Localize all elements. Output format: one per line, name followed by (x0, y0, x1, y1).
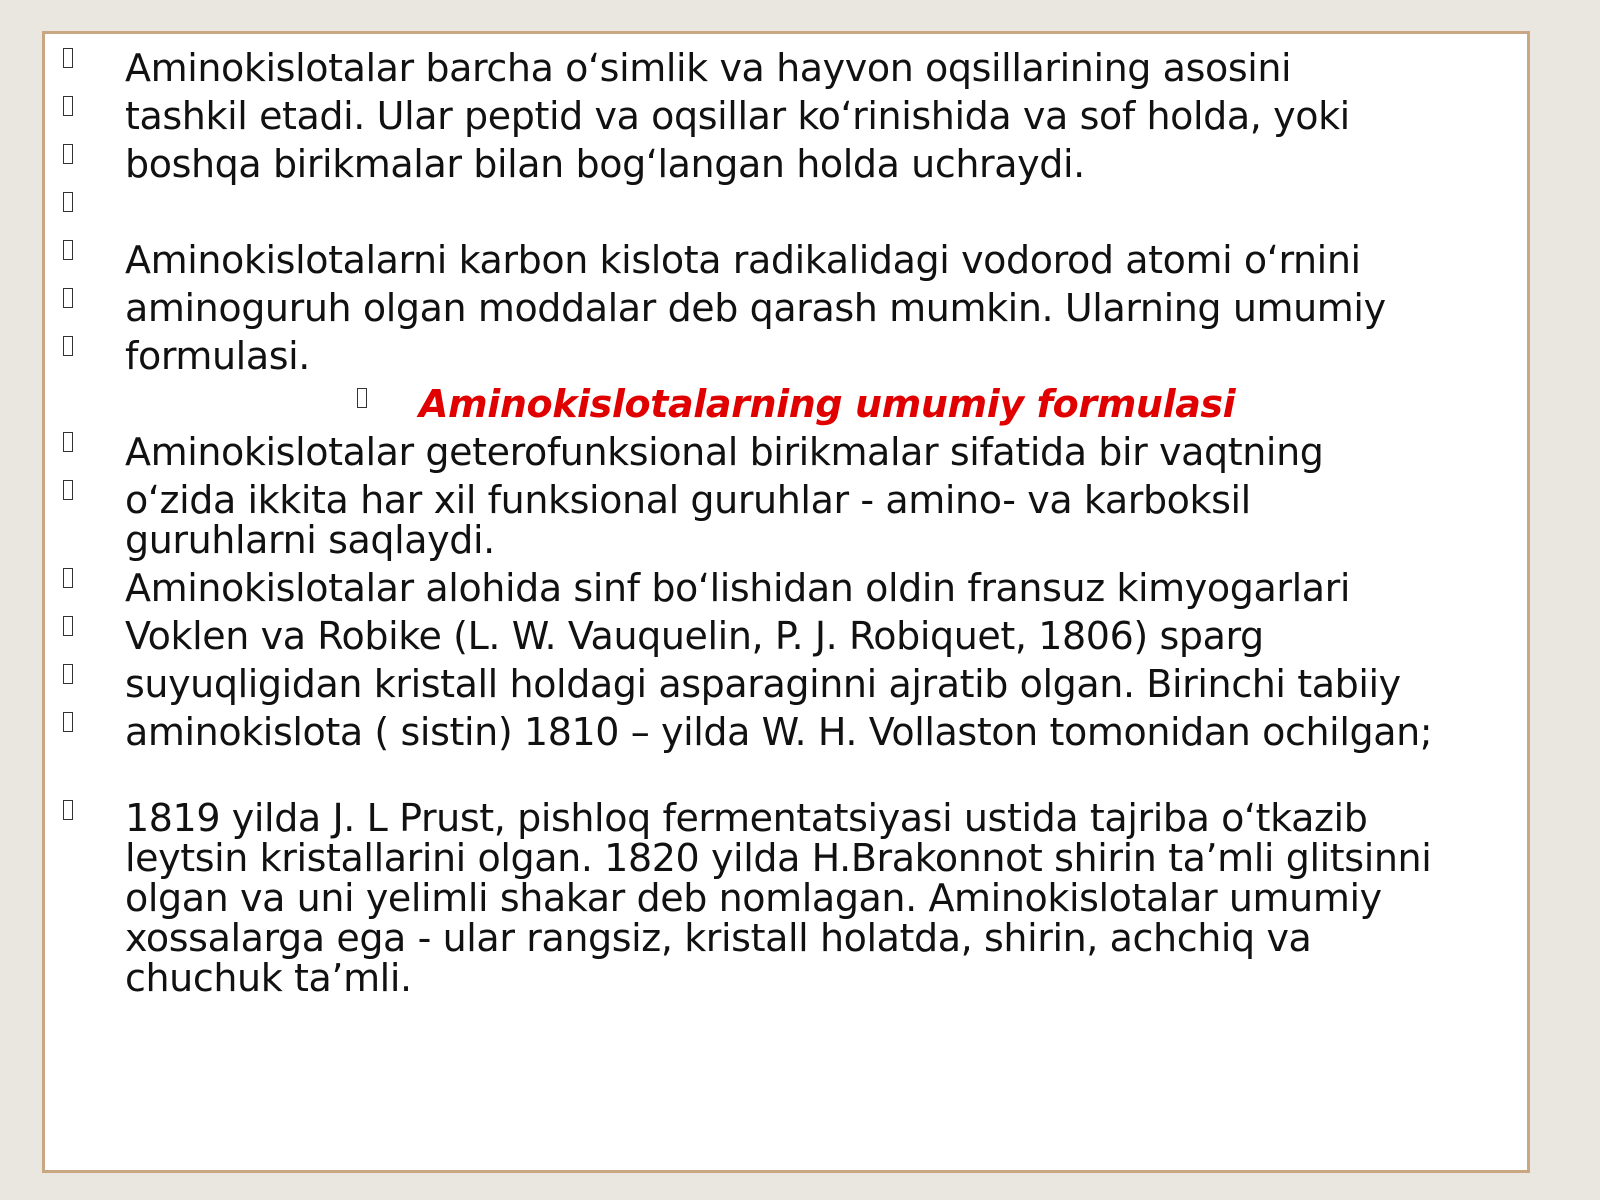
text-line: Voklen va Robike (L. W. Vauquelin, P. J. Robiquet, 1806) sparg (45, 614, 1533, 662)
text-line: guruhlarni saqlaydi. (125, 518, 495, 562)
text-line: formulasi. (45, 334, 1533, 382)
bullet-icon (63, 48, 73, 68)
text-line: Aminokislotalarni karbon kislota radikalidagi vodorod atomi o‘rnini (45, 238, 1533, 286)
text-line-empty (45, 190, 1533, 238)
text-line: Aminokislotalar alohida sinf bo‘lishidan oldin fransuz kimyogarlari (45, 566, 1533, 614)
text-line: tashkil etadi. Ular peptid va oqsillar ko‘rinishida va sof holda, yoki (45, 94, 1533, 142)
bullet-icon (63, 616, 73, 636)
text-line: aminokislota ( sistin) 1810 – yilda W. H. Vollaston tomonidan ochilgan; (45, 710, 1533, 758)
bullet-icon (63, 96, 73, 116)
text-line: leytsin kristallarini olgan. 1820 yilda H.Brakonnot shirin ta’mli glitsinni (125, 836, 1432, 880)
text-line: xossalarga ega - ular rangsiz, kristall holatda, shirin, achchiq va (125, 916, 1312, 960)
text-line: boshqa birikmalar bilan bog‘langan holda uchraydi. (45, 142, 1533, 190)
text-line: 1819 yilda J. L Prust, pishloq fermentatsiyasi ustida tajriba o‘tkazib (45, 798, 1533, 846)
text-line: Aminokislotalar geterofunksional birikmalar sifatida bir vaqtning (45, 430, 1533, 478)
text-line: olgan va uni yelimli shakar deb nomlagan. Aminokislotalar umumiy (125, 876, 1382, 920)
slide (42, 31, 1530, 1173)
text-line: chuchuk ta’mli. (125, 956, 412, 1000)
text-line: suyuqligidan kristall holdagi asparaginni ajratib olgan. Birinchi tabiiy (45, 662, 1533, 710)
bullet-icon (357, 388, 367, 408)
text-line: aminoguruh olgan moddalar deb qarash mumkin. Ularning umumiy (45, 286, 1533, 334)
bullet-icon (63, 240, 73, 260)
bullet-icon (63, 336, 73, 356)
text-line: o‘zida ikkita har xil funksional guruhlar - amino- va karboksil (45, 478, 1533, 526)
bullet-icon (63, 568, 73, 588)
bullet-icon (63, 432, 73, 452)
bullet-icon (63, 480, 73, 500)
bullet-icon (63, 712, 73, 732)
bullet-icon (63, 144, 73, 164)
bullet-icon (63, 288, 73, 308)
bullet-icon (63, 192, 73, 212)
formula-heading: Aminokislotalarning umumiy formulasi (45, 382, 1533, 430)
text-line: Aminokislotalar barcha o‘simlik va hayvon oqsillarining asosini (45, 46, 1533, 94)
bullet-icon (63, 664, 73, 684)
bullet-icon (63, 800, 73, 820)
